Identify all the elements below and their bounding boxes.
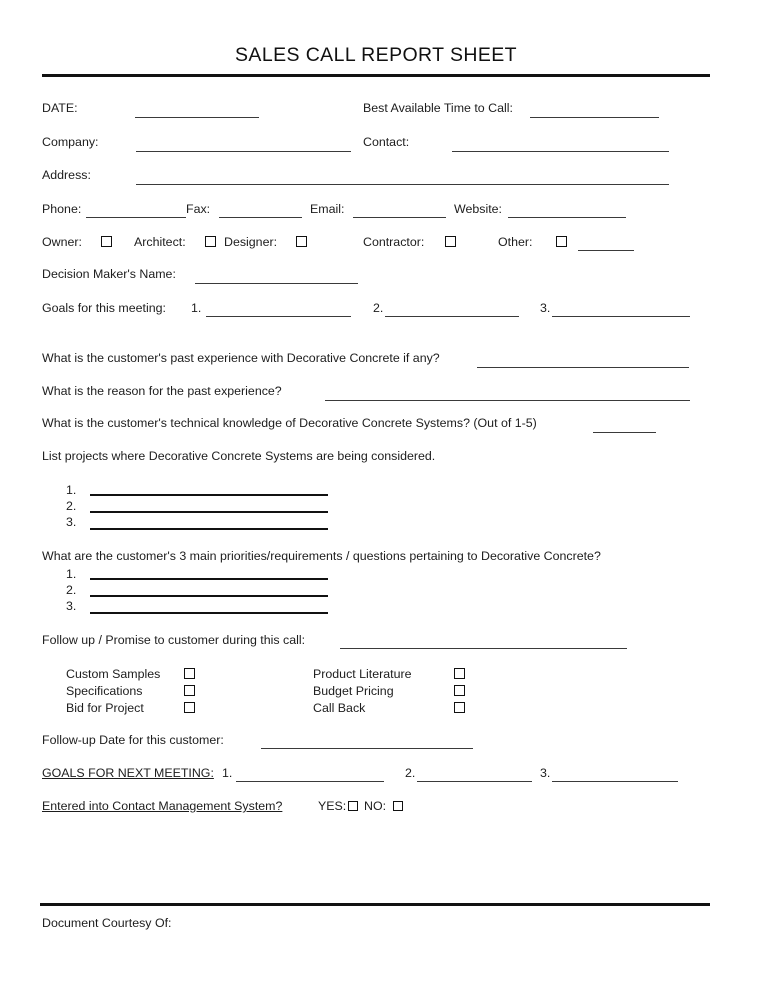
- contact-label: Contact:: [363, 135, 410, 149]
- email-label: Email:: [310, 202, 345, 216]
- follow-up-promise-input[interactable]: [340, 648, 627, 649]
- phone-input-line[interactable]: [86, 217, 186, 218]
- goals-meeting-label: Goals for this meeting:: [42, 301, 166, 315]
- priority-number-2: 2.: [66, 583, 77, 597]
- question-technical-knowledge-input[interactable]: [593, 432, 656, 433]
- follow-up-item-bid-for-project-label: Bid for Project: [66, 701, 144, 715]
- follow-up-item-specifications-checkbox[interactable]: [184, 685, 195, 696]
- decision-maker-label: Decision Maker's Name:: [42, 267, 176, 281]
- architect-label: Architect:: [134, 235, 186, 249]
- main-priorities-label: What are the customer's 3 main priorities/requirements / questions pertaining to Decorative Concrete?: [42, 549, 601, 563]
- follow-up-date-input[interactable]: [261, 748, 473, 749]
- goals-meeting-input-3[interactable]: [552, 316, 690, 317]
- cms-no-checkbox[interactable]: [393, 801, 403, 811]
- decision-maker-input-line[interactable]: [195, 283, 358, 284]
- follow-up-item-specifications-label: Specifications: [66, 684, 143, 698]
- follow-up-item-custom-samples-checkbox[interactable]: [184, 668, 195, 679]
- best-time-input-line[interactable]: [530, 117, 659, 118]
- other-label: Other:: [498, 235, 533, 249]
- website-label: Website:: [454, 202, 502, 216]
- priority-input-2[interactable]: [90, 595, 328, 597]
- page-title: SALES CALL REPORT SHEET: [235, 44, 517, 66]
- follow-up-item-budget-pricing-label: Budget Pricing: [313, 684, 394, 698]
- cms-yes-label: YES:: [318, 799, 347, 813]
- date-input-line[interactable]: [135, 117, 259, 118]
- phone-label: Phone:: [42, 202, 82, 216]
- cms-label: Entered into Contact Management System?: [42, 799, 283, 813]
- priority-number-1: 1.: [66, 567, 77, 581]
- contact-input-line[interactable]: [452, 151, 669, 152]
- next-meeting-input-2[interactable]: [417, 781, 532, 782]
- next-meeting-input-1[interactable]: [236, 781, 384, 782]
- question-past-experience-label: What is the customer's past experience with Decorative Concrete if any?: [42, 351, 440, 365]
- goals-meeting-number-3: 3.: [540, 301, 551, 315]
- priority-number-3: 3.: [66, 599, 77, 613]
- date-label: DATE:: [42, 101, 78, 115]
- follow-up-item-product-literature-label: Product Literature: [313, 667, 412, 681]
- other-checkbox[interactable]: [556, 236, 567, 247]
- project-input-1[interactable]: [90, 494, 328, 496]
- address-input-line[interactable]: [136, 184, 669, 185]
- owner-label: Owner:: [42, 235, 82, 249]
- follow-up-item-custom-samples-label: Custom Samples: [66, 667, 161, 681]
- priority-input-1[interactable]: [90, 578, 328, 580]
- goals-meeting-input-1[interactable]: [206, 316, 351, 317]
- architect-checkbox[interactable]: [205, 236, 216, 247]
- address-label: Address:: [42, 168, 91, 182]
- question-technical-knowledge-label: What is the customer's technical knowledge of Decorative Concrete Systems? (Out of 1-5): [42, 416, 537, 430]
- title-divider: [42, 74, 710, 77]
- follow-up-item-call-back-label: Call Back: [313, 701, 366, 715]
- fax-label: Fax:: [186, 202, 211, 216]
- project-number-3: 3.: [66, 515, 77, 529]
- follow-up-item-product-literature-checkbox[interactable]: [454, 668, 465, 679]
- project-number-1: 1.: [66, 483, 77, 497]
- goals-meeting-number-2: 2.: [373, 301, 384, 315]
- project-input-2[interactable]: [90, 511, 328, 513]
- question-reason-input[interactable]: [325, 400, 690, 401]
- footer-courtesy-label: Document Courtesy Of:: [42, 916, 172, 930]
- follow-up-item-budget-pricing-checkbox[interactable]: [454, 685, 465, 696]
- next-meeting-label: GOALS FOR NEXT MEETING:: [42, 766, 214, 780]
- question-past-experience-input[interactable]: [477, 367, 689, 368]
- follow-up-item-call-back-checkbox[interactable]: [454, 702, 465, 713]
- designer-label: Designer:: [224, 235, 278, 249]
- follow-up-date-label: Follow-up Date for this customer:: [42, 733, 224, 747]
- other-input-line[interactable]: [578, 250, 634, 251]
- project-number-2: 2.: [66, 499, 77, 513]
- priority-input-3[interactable]: [90, 612, 328, 614]
- website-input-line[interactable]: [508, 217, 626, 218]
- next-meeting-number-2: 2.: [405, 766, 416, 780]
- fax-input-line[interactable]: [219, 217, 302, 218]
- project-input-3[interactable]: [90, 528, 328, 530]
- company-label: Company:: [42, 135, 99, 149]
- designer-checkbox[interactable]: [296, 236, 307, 247]
- best-time-label: Best Available Time to Call:: [363, 101, 513, 115]
- email-input-line[interactable]: [353, 217, 446, 218]
- follow-up-item-bid-for-project-checkbox[interactable]: [184, 702, 195, 713]
- list-projects-label: List projects where Decorative Concrete Systems are being considered.: [42, 449, 436, 463]
- goals-meeting-input-2[interactable]: [385, 316, 519, 317]
- follow-up-promise-label: Follow up / Promise to customer during this call:: [42, 633, 306, 647]
- next-meeting-number-3: 3.: [540, 766, 551, 780]
- contractor-label: Contractor:: [363, 235, 425, 249]
- cms-yes-checkbox[interactable]: [348, 801, 358, 811]
- owner-checkbox[interactable]: [101, 236, 112, 247]
- goals-meeting-number-1: 1.: [191, 301, 202, 315]
- cms-no-label: NO:: [364, 799, 387, 813]
- contractor-checkbox[interactable]: [445, 236, 456, 247]
- next-meeting-input-3[interactable]: [552, 781, 678, 782]
- next-meeting-number-1: 1.: [222, 766, 233, 780]
- footer-divider: [40, 903, 710, 906]
- company-input-line[interactable]: [136, 151, 351, 152]
- question-reason-label: What is the reason for the past experience?: [42, 384, 282, 398]
